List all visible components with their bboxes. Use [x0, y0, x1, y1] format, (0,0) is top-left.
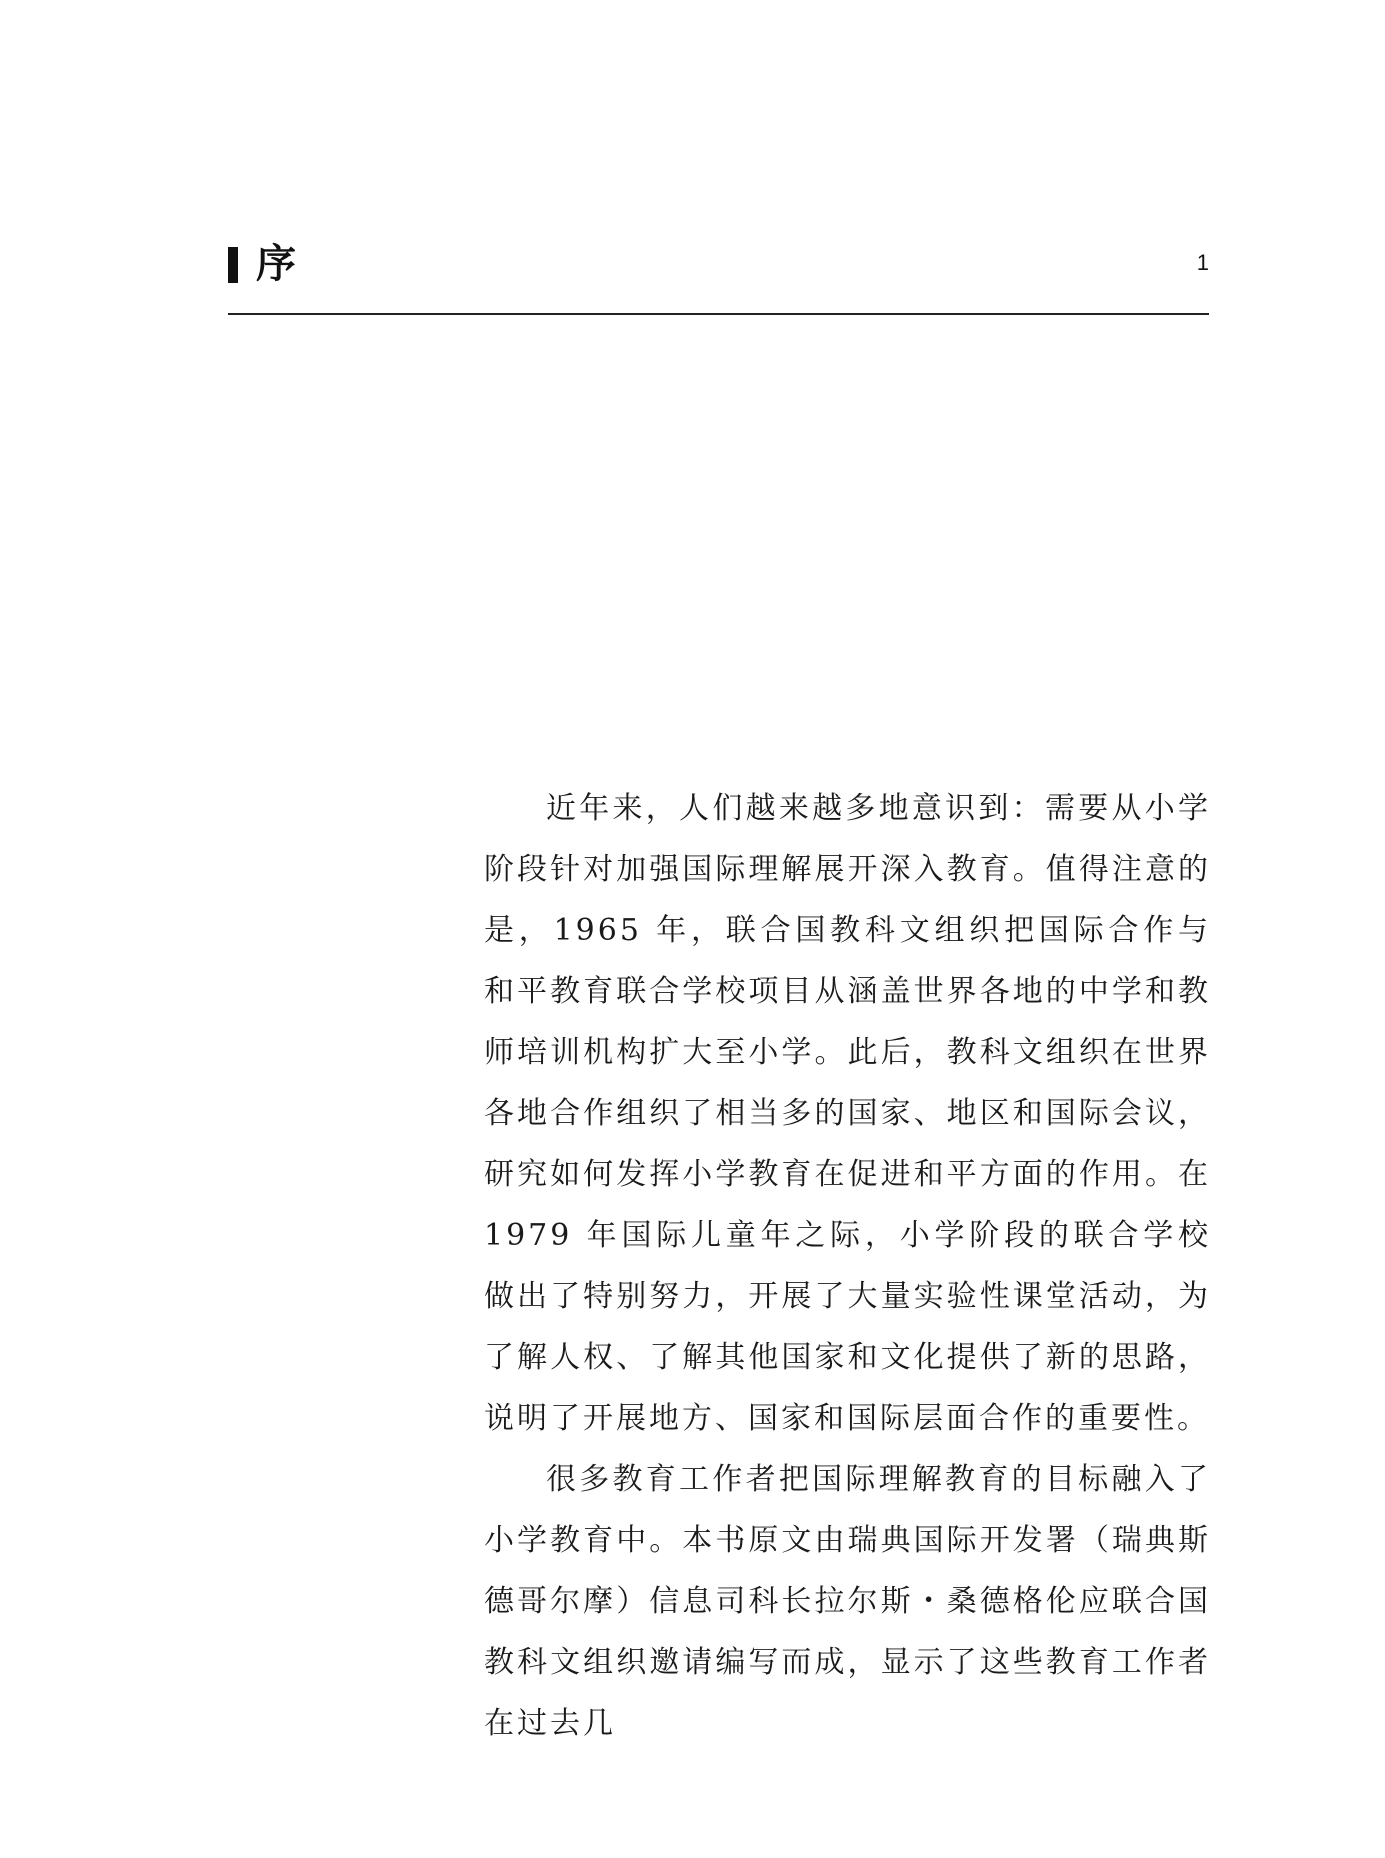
page-number: 1 [1196, 250, 1209, 275]
header-marker-bar [228, 247, 238, 283]
page-title: 序 [256, 241, 296, 287]
body-text [484, 778, 1211, 1754]
paragraph-2: 很多教育工作者把国际理解教育的目标融入了小学教育中。本书原文由瑞典国际开发署（瑞典斯德哥尔摩）信息司科长拉尔斯・桑德格伦应联合国教科文组织邀请编写而成，显示了这些教育工作者在过去几 [484, 1462, 1211, 1741]
page-header [228, 235, 1209, 315]
paragraph-1: 近年来，人们越来越多地意识到：需要从小学阶段针对加强国际理解展开深入教育。值得注意的是，1965 年，联合国教科文组织把国际合作与和平教育联合学校项目从涵盖世界各地的中学和教师培训机构扩大至小学。此后，教科文组织在世界各地合作组织了相当多的国家、地区和国际会议，研究如何发挥小学教育在促进和平方面的作用。在 1979 年国际儿童年之际，小学阶段的联合学校做出了特别努力，开展了大量实验性课堂活动，为了解人权、了解其他国家和文化提供了新的思路，说明了开展地方、国家和国际层面合作的重要性。 [484, 791, 1211, 1436]
